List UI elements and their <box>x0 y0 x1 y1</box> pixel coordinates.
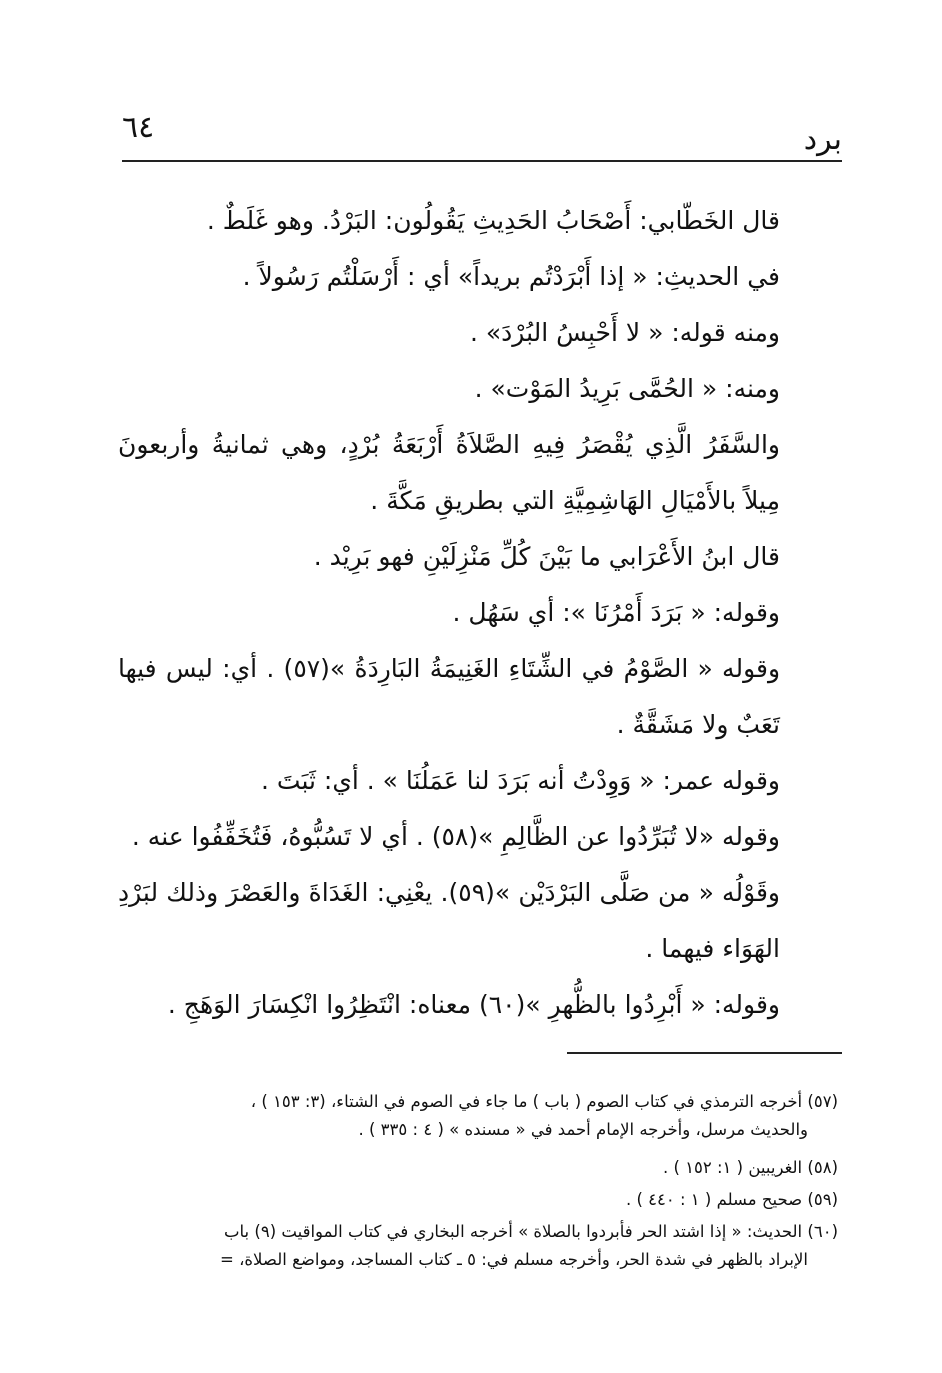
header-divider <box>122 160 842 162</box>
page-number: ٦٤ <box>122 110 155 145</box>
footnote-line: (٥٧) أخرجه الترمذي في كتاب الصوم ( باب ) ما جاء في الصوم في الشتاء، (٣: ١٥٣ ) ، <box>250 1092 838 1111</box>
footnote-line: والحديث مرسل، وأخرجه الإمام أحمد في « مسنده » ( ٤ : ٣٣٥ ) . <box>358 1120 808 1139</box>
paragraph-barada-amruna: وقوله: « بَرَدَ أَمْرُنَا »: أي سَهُل . <box>452 598 780 627</box>
paragraph-bardayn: وقَوْلُه « من صَلَّى البَرْدَيْن »(٥٩). يعْنِي: الغَدَاةَ والعَصْرَ وذلك لبَرْدِ الهَوَاء فيهما . <box>118 878 781 963</box>
paragraph-ibn-arabi: قال ابنُ الأَعْرَابي ما بَيْنَ كُلِّ مَنْزِلَيْنِ فهو بَرِيْد . <box>313 542 780 571</box>
paragraph-abridu: وقوله: « أَبْرِدُوا بالظُّهرِ »(٦٠) معناه: انْتَظِرُوا انْكِسَارَ الوَهَجِ . <box>167 990 780 1019</box>
paragraph-la-ahbisu: ومنه قوله: « لا أَحْبِسُ البُرْدَ» . <box>469 318 780 347</box>
footnote-divider <box>567 1052 842 1054</box>
footnote-59 <box>122 1186 838 1214</box>
footnote-58 <box>122 1154 838 1182</box>
running-head: برد <box>803 122 842 157</box>
footnote-line: (٥٨) الغريبين ( ١: ١٥٢ ) . <box>662 1158 838 1177</box>
footnote-line: (٦٠) الحديث: « إذا اشتد الحر فأبردوا بالصلاة » أخرجه البخاري في كتاب المواقيت (٩) باب <box>224 1222 838 1241</box>
footnotes <box>122 1088 838 1278</box>
footnote-60 <box>122 1218 838 1274</box>
paragraph-la-tubarridu: وقوله «لا تُبَرِّدُوا عن الظَّالِمِ »(٥٨) . أي لا تَسُبُّوهُ، فَتُخَفِّفُوا عنه . <box>131 822 780 851</box>
paragraph-khattabi: قال الخَطّابي: أَصْحَابُ الحَدِيثِ يَقُولُون: البَرْدُ. وهو غَلَطٌ . <box>206 206 780 235</box>
paragraph-humma: ومنه: « الحُمَّى بَرِيدُ المَوْت» . <box>474 374 780 403</box>
footnote-line: (٥٩) صحيح مسلم ( ١ : ٤٤٠ ) . <box>625 1190 838 1209</box>
paragraph-umar: وقوله عمر: « وَوِدْتُ أنه بَرَدَ لنا عَمَلُنَا » . أي: ثَبَتَ . <box>261 766 780 795</box>
paragraph-sawm: وقوله « الصَّوْمُ في الشِّتَاءِ الغَنِيمَةُ البَارِدَةُ »(٥٧) . أي: ليس فيها تَعَبٌ ولا مَشَقَّةٌ . <box>118 654 781 739</box>
paragraph-hadith-barid: في الحديثِ: « إذا أَبْرَدْتُم بريداً» أي : أَرْسَلْتُم رَسُولاً . <box>242 262 780 291</box>
paragraph-safar: والسَّفَرُ الَّذِي يُقْصَرُ فِيهِ الصَّلاَةُ أَرْبَعَةُ بُرْدٍ، وهي ثمانيةُ وأربعونَ مِيلاً بالأَمْيَالِ الهَاشِمِيَّةِ التي بطريقِ مَكَّةَ . <box>118 430 780 515</box>
page-header <box>122 108 842 160</box>
footnote-line: الإبراد بالظهر في شدة الحر، وأخرجه مسلم في: ٥ ـ كتاب المساجد، ومواضع الصلاة، = <box>220 1250 808 1269</box>
main-text <box>118 193 838 1033</box>
footnote-57 <box>122 1088 838 1144</box>
